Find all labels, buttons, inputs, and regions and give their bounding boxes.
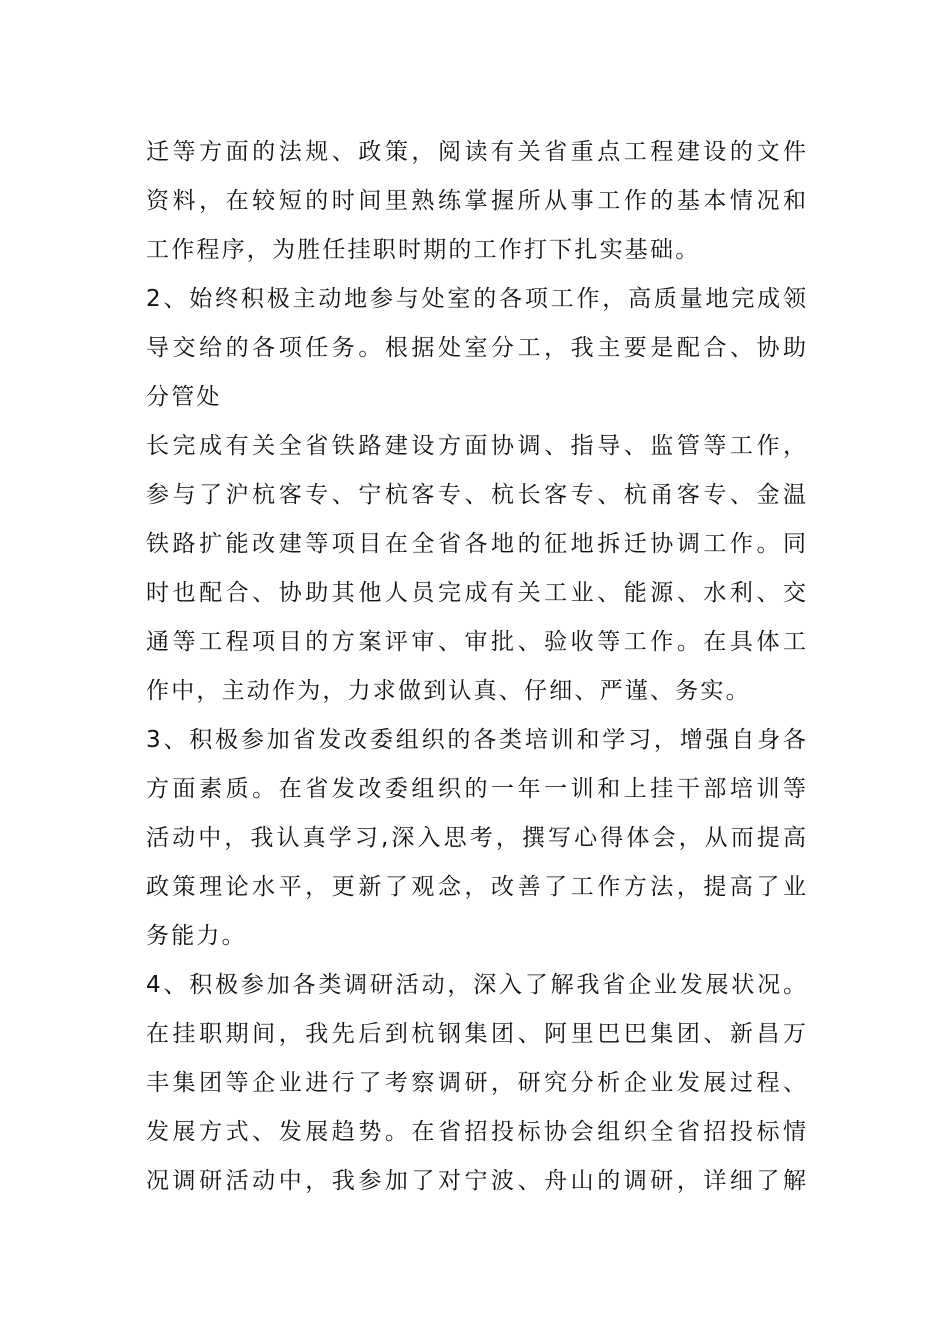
text-line: 活动中，我认真学习,深入思考，撰写心得体会，从而提高 [146, 825, 806, 851]
text-line: 导交给的各项任务。根据处室分工，我主要是配合、协助 [146, 335, 806, 361]
text-line: 铁路扩能改建等项目在全省各地的征地拆迁协调工作。同 [146, 531, 806, 557]
text-line: 工作程序，为胜任挂职时期的工作打下扎实基础。 [146, 237, 701, 263]
text-line: 丰集团等企业进行了考察调研，研究分析企业发展过程、 [146, 1070, 806, 1096]
text-line: 务能力。 [146, 923, 247, 949]
text-line: 迁等方面的法规、政策，阅读有关省重点工程建设的文件 [146, 139, 806, 165]
text-line: 长完成有关全省铁路建设方面协调、指导、监管等工作， [146, 433, 806, 459]
text-line: 况调研活动中，我参加了对宁波、舟山的调研，详细了解 [146, 1168, 806, 1194]
text-line: 资料，在较短的时间里熟练掌握所从事工作的基本情况和 [146, 188, 806, 214]
text-line: 2、始终积极主动地参与处室的各项工作，高质量地完成领 [146, 286, 806, 312]
text-line: 在挂职期间，我先后到杭钢集团、阿里巴巴集团、新昌万 [146, 1021, 806, 1047]
text-line: 3、积极参加省发改委组织的各类培训和学习，增强自身各 [146, 727, 806, 753]
text-line: 方面素质。在省发改委组织的一年一训和上挂干部培训等 [146, 776, 806, 802]
text-line: 作中，主动作为，力求做到认真、仔细、严谨、务实。 [146, 678, 751, 704]
text-line: 时也配合、协助其他人员完成有关工业、能源、水利、交 [146, 580, 806, 606]
text-line: 分管处 [146, 384, 222, 410]
text-line: 通等工程项目的方案评审、审批、验收等工作。在具体工 [146, 629, 806, 655]
text-line: 4、积极参加各类调研活动，深入了解我省企业发展状况。 [146, 972, 806, 998]
text-line: 发展方式、发展趋势。在省招投标协会组织全省招投标情 [146, 1119, 806, 1145]
text-line: 政策理论水平，更新了观念，改善了工作方法，提高了业 [146, 874, 806, 900]
body-text [146, 128, 806, 1206]
text-line: 参与了沪杭客专、宁杭客专、杭长客专、杭甬客专、金温 [146, 482, 806, 508]
